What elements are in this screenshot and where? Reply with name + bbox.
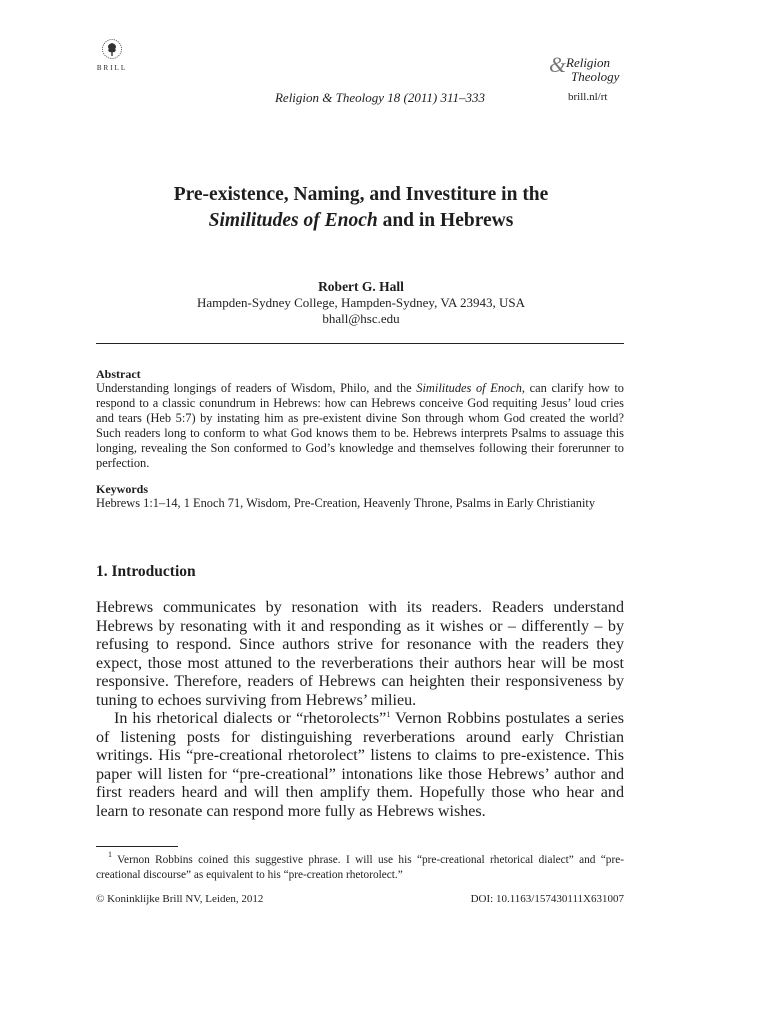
body-paragraph: Hebrews communicates by resonation with its readers. Readers understand Hebrews by resonating with it and responding as it wishes or – differently – by refusing to respond. Since authors strive for resonance with the readers they expect, those most attuned to the reverberations their authors hear will be most responsive. Therefore, readers of Hebrews can heighten their responsiveness by tuning to echoes surviving from Hebrews’ milieu. <box>96 599 624 709</box>
section-heading: 1. Introduction <box>96 563 196 580</box>
paragraph-text-part: Vernon Robbins postulates a series of listening posts for distinguishing reverberations around early Christian writings. His “pre-creational rhetorolect” listens to claims to pre-existence. This paper will listen for “pre-creational” intonations like those Hebrews’ author and first readers heard and will then amplify them. Hopefully those who hear and learn to resonate can respond more fully as Hebrews wishes. <box>96 710 624 820</box>
body-paragraph <box>96 710 624 821</box>
publisher-logo <box>92 38 132 72</box>
title-line-2 <box>0 208 722 234</box>
footnote-text: Vernon Robbins coined this suggestive phrase. I will use his “pre-creational rhetorical dialect” and “pre-creational discourse” as equivalent to his “pre-creation rhetorolect.” <box>96 854 624 881</box>
doi[interactable]: DOI: 10.1163/157430111X631007 <box>470 893 624 905</box>
header-divider <box>96 343 624 344</box>
author-email: bhall@hsc.edu <box>322 311 400 326</box>
footnote-marker: 1 <box>108 850 112 859</box>
article-title <box>0 182 722 234</box>
author-name: Robert G. Hall <box>318 279 404 294</box>
title-line-1: Pre-existence, Naming, and Investiture in the <box>173 184 549 205</box>
abstract-italic-part: Similitudes of Enoch <box>416 381 522 395</box>
journal-citation: Religion & Theology 18 (2011) 311–333 <box>274 90 486 105</box>
footnote-divider <box>96 846 178 847</box>
journal-logo-ampersand: & <box>549 52 567 77</box>
keywords-text: Hebrews 1:1–14, 1 Enoch 71, Wisdom, Pre-Creation, Heavenly Throne, Psalms in Early Christianity <box>96 496 596 510</box>
keywords-heading: Keywords <box>96 482 148 496</box>
abstract-text <box>96 381 624 471</box>
author-affiliation: Hampden-Sydney College, Hampden-Sydney, VA 23943, USA <box>197 295 525 310</box>
journal-logo-word-theology: Theology <box>571 69 620 84</box>
section-body <box>96 599 624 821</box>
footnote-reference[interactable]: 1 <box>386 710 391 719</box>
title-italic-part: Similitudes of Enoch <box>208 210 378 231</box>
journal-logo-word-religion: Religion <box>566 55 611 70</box>
publisher-name: BRILL <box>96 64 128 72</box>
journal-url: brill.nl/rt <box>568 91 608 103</box>
abstract-text-part: , can clarify how to respond to a classic conundrum in Hebrews: how can Hebrews conceive God requiting Jesus’ loud cries and tears (Heb 5:7) by instating him as pre-existent divine Son through whom God created the world? Such readers long to conform to what God knows them to be. Hebrews interprets Psalms to assuage this longing, revealing the Son conformed to God’s knowledge and themselves following their forerunner to perfection. <box>96 381 624 470</box>
paragraph-text-part: In his rhetorical dialects or “rhetorolects” <box>114 710 387 727</box>
footnote <box>96 850 624 883</box>
brill-tree-icon <box>101 38 123 62</box>
title-rest: and in Hebrews <box>377 210 514 231</box>
abstract-text-part: Understanding longings of readers of Wisdom, Philo, and the <box>96 381 417 395</box>
copyright-notice: © Koninklijke Brill NV, Leiden, 2012 <box>96 893 264 905</box>
abstract-heading: Abstract <box>96 367 141 381</box>
